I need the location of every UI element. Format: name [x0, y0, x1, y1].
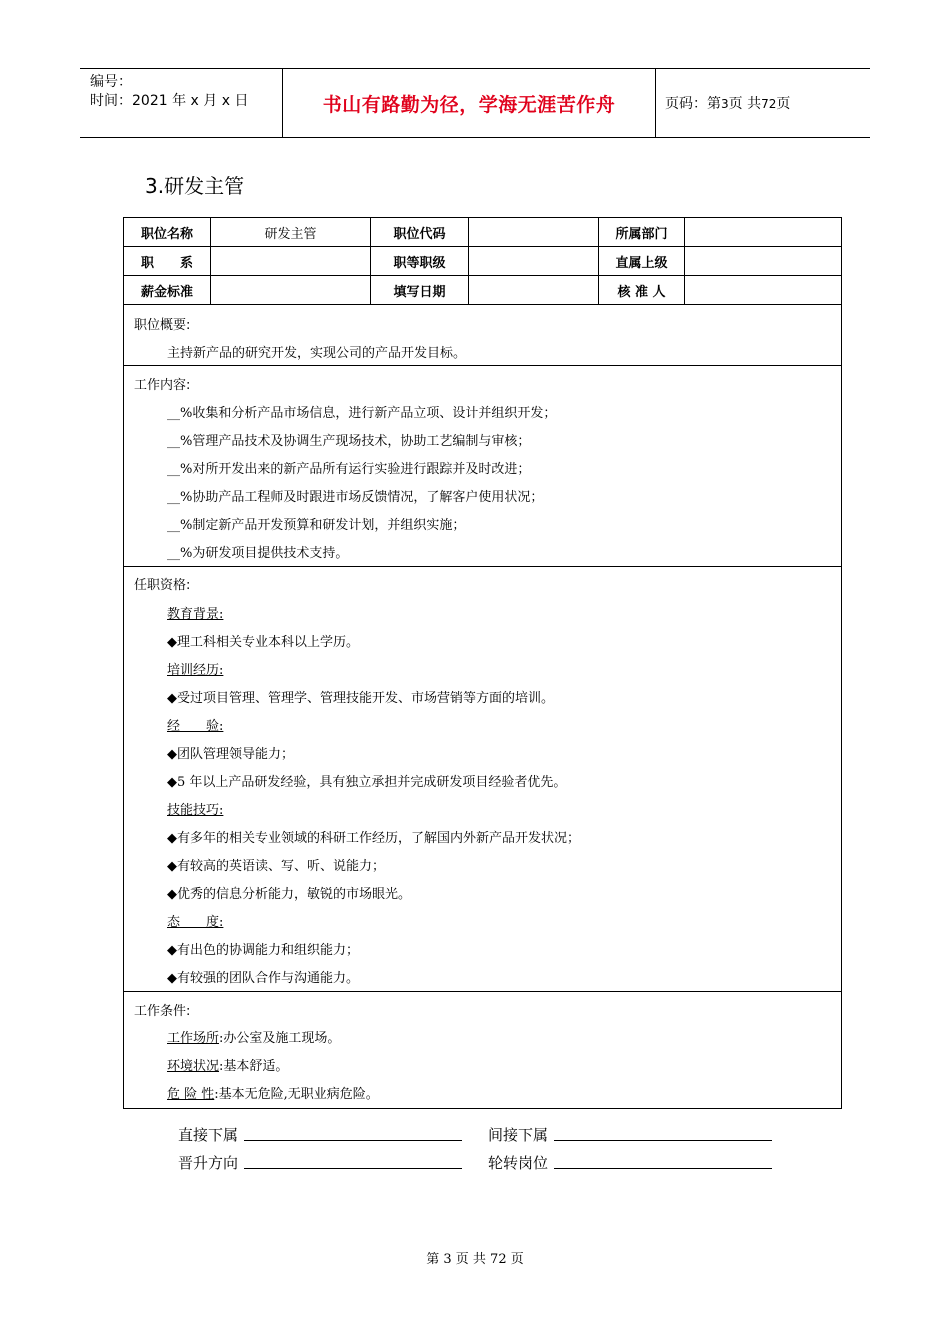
page-prefix: 页码：第: [665, 96, 721, 112]
label-fill-date: 填写日期: [393, 284, 446, 300]
indirect-subordinate-field[interactable]: [554, 1140, 772, 1141]
value-job-grade[interactable]: [469, 247, 598, 275]
page-suffix: 页: [776, 96, 791, 112]
summary-text: 主持新产品的研究开发，实现公司的产品开发目标。: [167, 346, 467, 361]
rotation-field[interactable]: [554, 1168, 772, 1169]
training-item: ◆受过项目管理、管理学、管理技能开发、市场营销等方面的培训。: [167, 691, 554, 706]
header-motto: 书山有路勤为径，学海无涯苦作舟: [322, 93, 616, 116]
row-divider: [124, 304, 841, 305]
summary-label: 职位概要:: [134, 318, 191, 333]
value-supervisor[interactable]: [685, 247, 842, 275]
duty-item: __%协助产品工程师及时跟进市场反馈情况，了解客户使用状况；: [167, 490, 544, 505]
value-fill-date[interactable]: [469, 276, 598, 304]
risk-value: :基本无危险,无职业病危险。: [214, 1087, 379, 1102]
direct-subordinate-field[interactable]: [244, 1140, 462, 1141]
section-title: 3.研发主管: [145, 174, 245, 198]
page-total: 72: [761, 97, 777, 111]
page-footer: 第 3 页 共 72 页: [426, 1252, 524, 1267]
attitude-item: ◆有较强的团队合作与沟通能力。: [167, 971, 359, 986]
direct-subordinate-label: 直接下属: [178, 1126, 239, 1144]
place-value: :办公室及施工现场。: [219, 1031, 341, 1046]
value-salary[interactable]: [211, 276, 370, 304]
label-job-family: 职 系: [140, 255, 193, 271]
value-job-title[interactable]: 研发主管: [264, 226, 317, 242]
section-divider: [124, 991, 841, 992]
promotion-field[interactable]: [244, 1168, 462, 1169]
page-mid: 页 共: [728, 96, 762, 112]
promotion-label: 晋升方向: [178, 1154, 239, 1172]
section-divider: [124, 365, 841, 366]
label-approver: 核 准 人: [617, 284, 666, 300]
label-job-grade: 职等职级: [393, 255, 446, 271]
skills-item: ◆优秀的信息分析能力，敏锐的市场眼光。: [167, 887, 411, 902]
label-job-title: 职位名称: [140, 226, 193, 242]
place-label: 工作场所: [167, 1031, 220, 1046]
experience-item: ◆5 年以上产品研发经验，具有独立承担并完成研发项目经验者优先。: [167, 775, 567, 790]
page-number: 3: [721, 97, 729, 111]
condition-place: [167, 1027, 340, 1046]
experience-title: 经 验:: [167, 719, 224, 734]
header-meta: [90, 73, 248, 111]
skills-item: ◆有多年的相关专业领域的科研工作经历，了解国内外新产品开发状况；: [167, 831, 580, 846]
conditions-label: 工作条件:: [134, 1004, 191, 1019]
value-job-code[interactable]: [469, 218, 598, 246]
doc-code-label: 编号：: [90, 74, 132, 90]
value-job-family[interactable]: [211, 247, 370, 275]
experience-item: ◆团队管理领导能力；: [167, 747, 294, 762]
education-title: 教育背景:: [167, 607, 224, 622]
label-salary: 薪金标准: [140, 284, 193, 300]
condition-risk: [167, 1083, 379, 1102]
label-supervisor: 直属上级: [615, 255, 668, 271]
risk-label: 危 险 性: [167, 1087, 215, 1102]
condition-environment: [167, 1055, 288, 1074]
duty-item: __%管理产品技术及协调生产现场技术，协助工艺编制与审核；: [167, 434, 531, 449]
rotation-label: 轮转岗位: [488, 1154, 549, 1172]
header-page-info: [665, 93, 790, 113]
job-description-form: [123, 217, 842, 1109]
duties-label: 工作内容:: [134, 378, 191, 393]
training-title: 培训经历:: [167, 663, 224, 678]
qualifications-label: 任职资格:: [134, 578, 191, 593]
indirect-subordinate-label: 间接下属: [488, 1126, 549, 1144]
value-department[interactable]: [685, 218, 842, 246]
attitude-title: 态 度:: [167, 915, 224, 930]
label-job-code: 职位代码: [393, 226, 446, 242]
duty-item: __%制定新产品开发预算和研发计划，并组织实施；: [167, 518, 466, 533]
page-header: [80, 68, 870, 138]
education-item: ◆理工科相关专业本科以上学历。: [167, 635, 359, 650]
env-label: 环境状况: [167, 1059, 220, 1074]
skills-title: 技能技巧:: [167, 803, 224, 818]
header-divider: [655, 69, 656, 137]
value-approver[interactable]: [685, 276, 842, 304]
skills-item: ◆有较高的英语读、写、听、说能力；: [167, 859, 385, 874]
duty-item: __%收集和分析产品市场信息，进行新产品立项、设计并组织开发；: [167, 406, 557, 421]
attitude-item: ◆有出色的协调能力和组织能力；: [167, 943, 359, 958]
section-divider: [124, 566, 841, 567]
duty-item: __%为研发项目提供技术支持。: [167, 546, 349, 561]
doc-date: 时间：2021 年 x 月 x 日: [90, 93, 249, 109]
label-department: 所属部门: [615, 226, 668, 242]
duty-item: __%对所开发出来的新产品所有运行实验进行跟踪并及时改进；: [167, 462, 531, 477]
env-value: :基本舒适。: [219, 1059, 289, 1074]
